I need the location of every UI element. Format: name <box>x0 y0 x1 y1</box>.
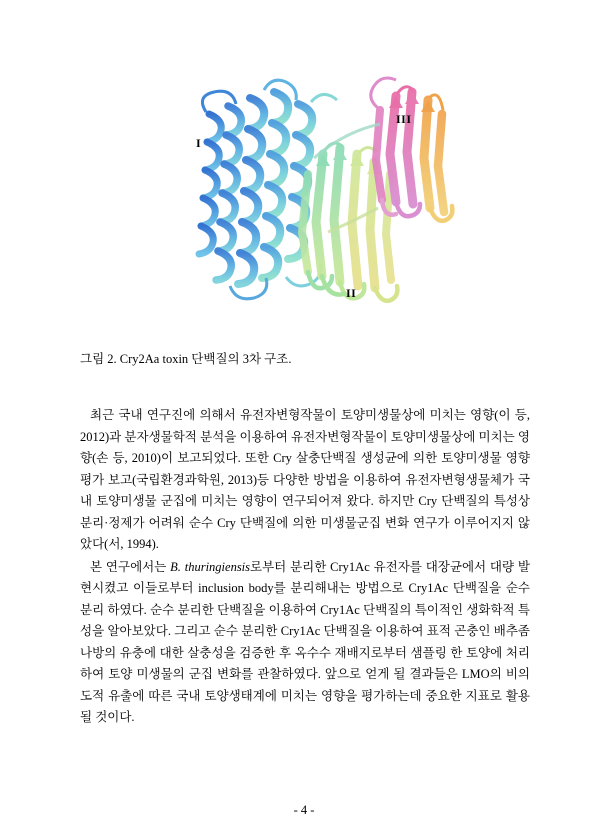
figure-label-domain-I: I <box>196 136 202 150</box>
figure-label-domain-II: II <box>346 286 357 300</box>
protein-structure-graphic <box>78 62 530 340</box>
paragraph-2-run-1: 본 연구에서는 <box>90 559 171 574</box>
body-text <box>80 405 530 729</box>
page-number: - 4 - <box>293 803 315 817</box>
paragraph-2 <box>80 557 530 729</box>
figure-cry2aa-structure <box>78 62 530 340</box>
paragraph-2-species-name: B. thuringiensis <box>170 559 251 574</box>
figure-caption: 그림 2. Cry2Aa toxin 단백질의 3차 구조. <box>80 352 292 366</box>
paragraph-2-run-3: 로부터 분리한 Cry1Ac 유전자를 대장균에서 대량 발현시켰고 이들로부터 inclusion body를 분리해내는 방법으로 Cry1Ac 단백질을 순수 분리 하였다. 순수 분리한 단백질을 이용하여 Cry1Ac 단백질의 특이적인 생화학적 특성을 알아보았다. 그리고 순수 분리한 Cry1Ac 단백질을 이용하여 표적 곤충인 배추좀나방의 유충에 대한 살충성을 검증한 후 옥수수 재배지로부터 샘플링 한 토양에 처리하여 토양 미생물의 군집 변화를 관찰하였다. 앞으로 얻게 될 결과들은 LMO의 비의도적 유출에 따른 국내 토양생태계에 미치는 영향을 평가하는데 중요한 지표로 활용될 것이다. <box>80 559 530 724</box>
domain-III-beta-sandwich <box>371 78 453 221</box>
figure-label-domain-III: III <box>396 112 412 126</box>
paragraph-1: 최근 국내 연구진에 의해서 유전자변형작물이 토양미생물상에 미치는 영향(이 등, 2012)과 분자생물학적 분석을 이용하여 유전자변형작물이 토양미생물상에 미치는 영향(손 등, 2010)이 보고되었다. 또한 Cry 살충단백질 생성균에 의한 토양미생물 영향 평가 보고(국립환경과학원, 2013)등 다양한 방법을 이용하여 유전자변형생물체가 국내 토양미생물 군집에 미치는 영향이 연구되어져 왔다. 하지만 Cry 단백질의 특성상 분리·정제가 어려워 순수 Cry 단백질에 의한 미생물군집 변화 연구가 이루어지지 않았다(서, 1994). <box>80 408 530 551</box>
